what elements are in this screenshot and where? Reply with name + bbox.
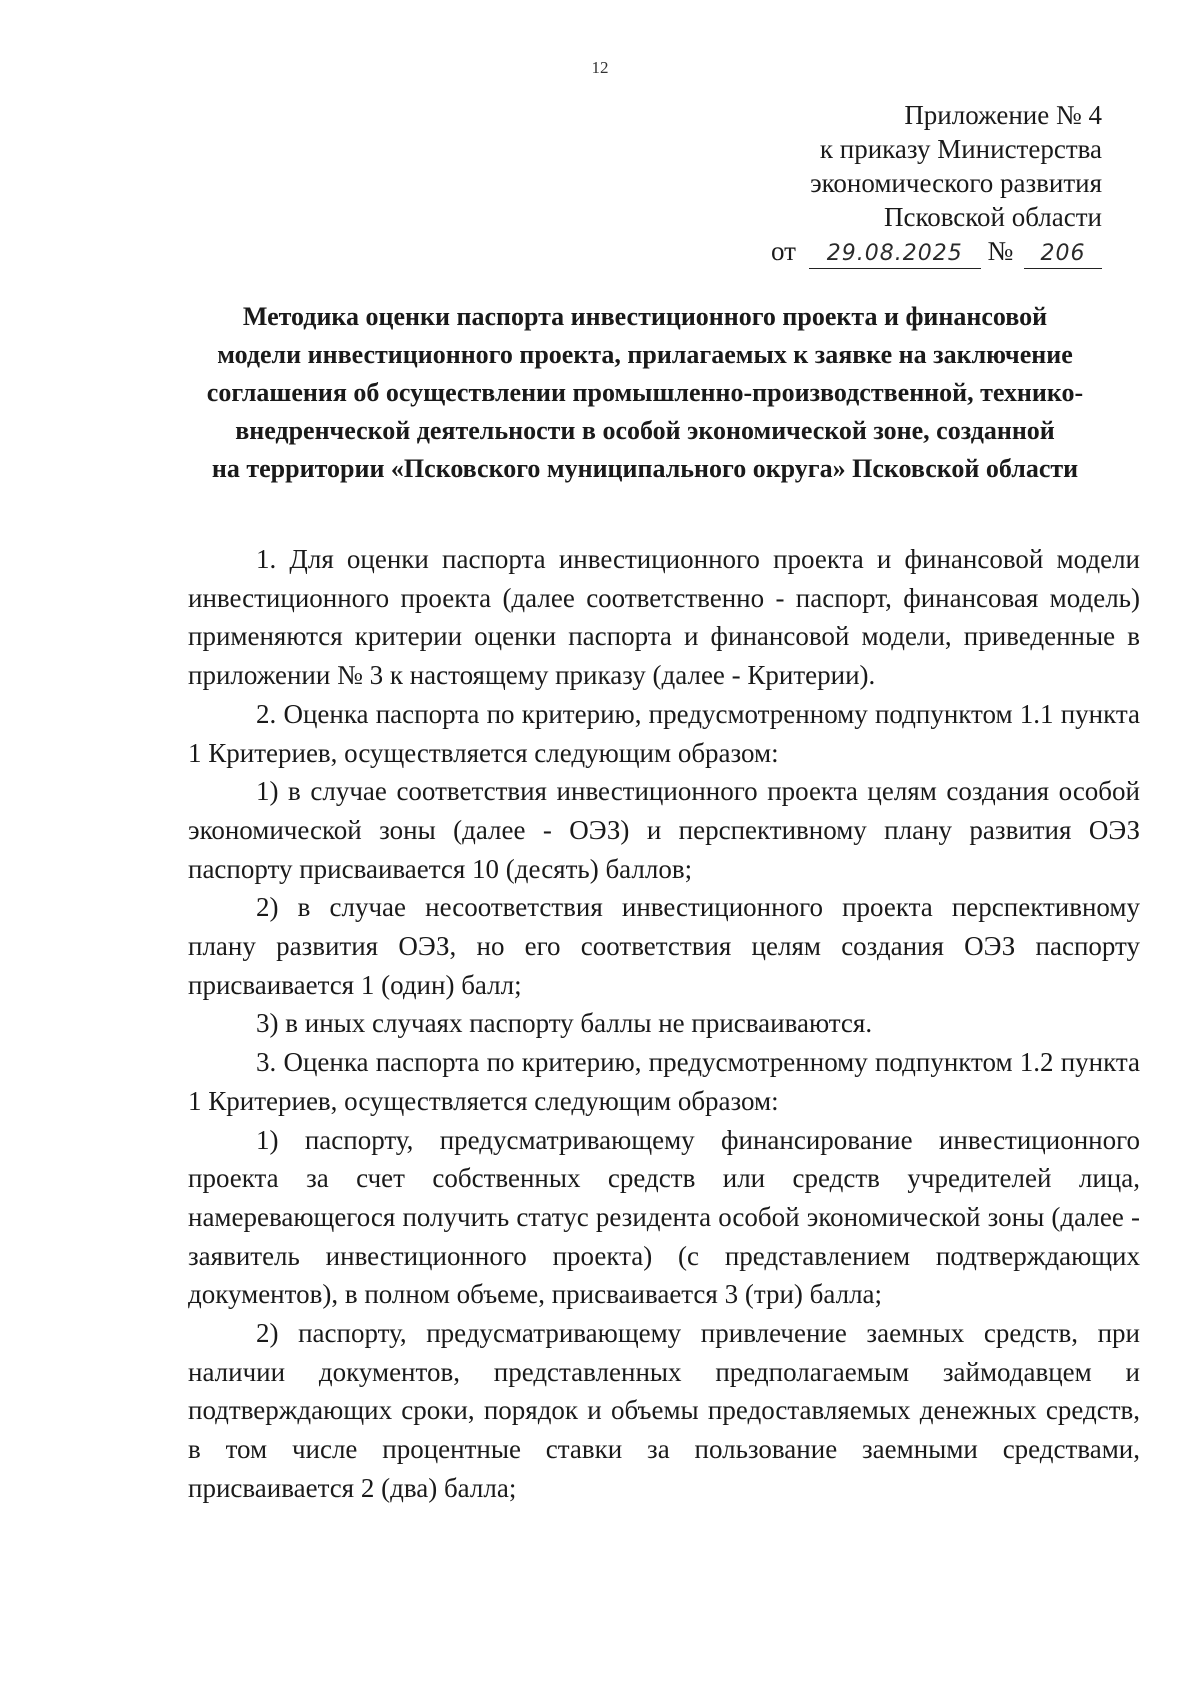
- page-number: 12: [591, 58, 609, 77]
- order-reference: [771, 234, 1102, 269]
- paragraph: 3) в иных случаях паспорту баллы не присваиваются.: [256, 1008, 873, 1039]
- order-number: 206: [1024, 240, 1102, 269]
- paragraph: 1) в случае соответствия инвестиционного проекта целям создания особой экономической зоны (далее - ОЭЗ) и перспективному плану развития ОЭЗ паспорту присваивается 10 (десять) баллов;: [188, 776, 1140, 884]
- paragraph: 1) паспорту, предусматривающему финансирование инвестиционного проекта за счет собственных средств или средств учредителей лица, намеревающегося получить статус резидента особой экономической зоны (далее - заявитель инвестиционного проекта) (с представлением подтверждающих документов), в полном объеме, присваивается 3 (три) балла;: [188, 1124, 1140, 1310]
- appendix-line: Приложение № 4: [904, 100, 1102, 130]
- title-line: Методика оценки паспорта инвестиционного проекта и финансовой: [242, 302, 1048, 331]
- order-date: 29.08.2025: [809, 240, 981, 269]
- from-label: от: [771, 236, 796, 266]
- title-line: модели инвестиционного проекта, прилагаемых к заявке на заключение: [217, 340, 1073, 369]
- paragraph: 3. Оценка паспорта по критерию, предусмотренному подпунктом 1.2 пункта 1 Критериев, осуществляется следующим образом:: [188, 1047, 1140, 1116]
- appendix-line: Псковской области: [883, 202, 1102, 232]
- number-label: №: [987, 236, 1014, 266]
- appendix-block: [771, 98, 1102, 269]
- paragraph: 1. Для оценки паспорта инвестиционного проекта и финансовой модели инвестиционного проекта (далее соответственно - паспорт, финансовая модель) применяются критерии оценки паспорта и финансовой модели, приведенные в приложении № 3 к настоящему приказу (далее - Критерии).: [188, 544, 1140, 691]
- document-title: [150, 298, 1140, 488]
- paragraph: 2. Оценка паспорта по критерию, предусмотренному подпунктом 1.1 пункта 1 Критериев, осуществляется следующим образом:: [188, 698, 1140, 768]
- paragraph: 2) паспорту, предусматривающему привлечение заемных средств, при наличии документов, представленных предполагаемым займодавцем и подтверждающих сроки, порядок и объемы предоставляемых денежных средств, в том числе процентные ставки за пользование заемными средствами, присваивается 2 (два) балла;: [188, 1318, 1140, 1503]
- paragraph: 2) в случае несоответствия инвестиционного проекта перспективному плану развития ОЭЗ, но его соответствия целям создания ОЭЗ паспорту присваивается 1 (один) балл;: [188, 892, 1140, 1000]
- title-line: на территории «Псковского муниципального округа» Псковской области: [211, 454, 1079, 483]
- title-line: соглашения об осуществлении промышленно-производственной, технико-: [206, 378, 1084, 407]
- document-body: [188, 540, 1140, 1508]
- title-line: внедренческой деятельности в особой экономической зоне, созданной: [235, 416, 1055, 445]
- appendix-line: экономического развития: [810, 168, 1102, 198]
- appendix-line: к приказу Министерства: [819, 134, 1102, 164]
